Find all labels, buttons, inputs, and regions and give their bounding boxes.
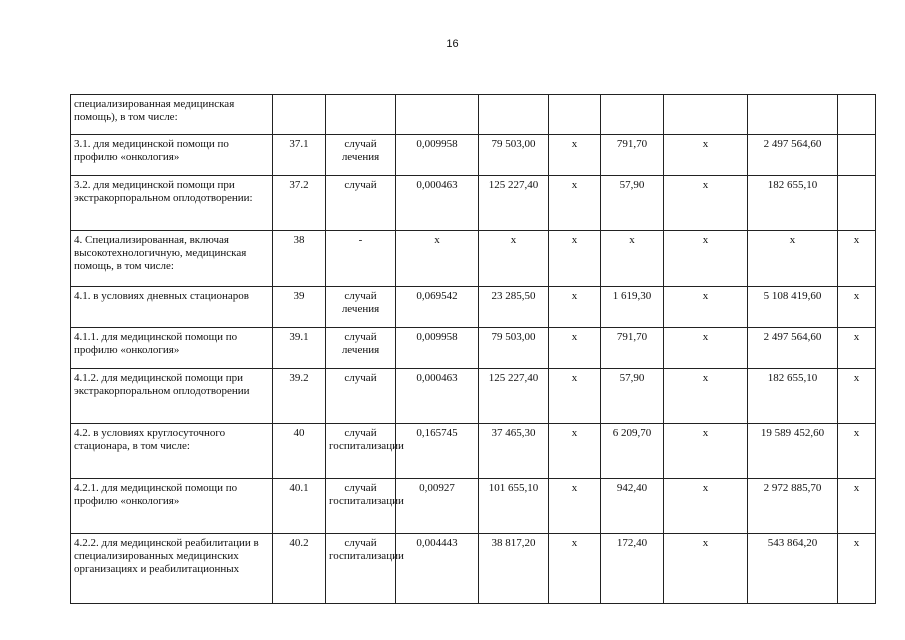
cost-cell: 101 655,10 — [479, 479, 549, 534]
volume-cell — [396, 95, 479, 135]
cost-cell: 79 503,00 — [479, 328, 549, 369]
total-cell: 19 589 452,60 — [748, 424, 838, 479]
table-row — [71, 287, 876, 328]
row-code: 39.1 — [273, 328, 326, 369]
row-label: 4.1. в условиях дневных стационаров — [71, 287, 273, 328]
value-cell — [838, 95, 876, 135]
value-cell: 57,90 — [601, 176, 664, 231]
unit-cell: случай лечения — [326, 135, 396, 176]
cost-cell: 125 227,40 — [479, 176, 549, 231]
value-cell: х — [838, 328, 876, 369]
value-cell: х — [664, 534, 748, 604]
table-row — [71, 176, 876, 231]
value-cell: х — [664, 287, 748, 328]
unit-cell: случай лечения — [326, 287, 396, 328]
row-code: 37.2 — [273, 176, 326, 231]
value-cell: х — [664, 479, 748, 534]
volume-cell: 0,009958 — [396, 328, 479, 369]
value-cell: х — [549, 534, 601, 604]
cost-cell — [479, 95, 549, 135]
row-code: 40.2 — [273, 534, 326, 604]
row-label: 3.1. для медицинской помощи по профилю «онкология» — [71, 135, 273, 176]
table-row — [71, 479, 876, 534]
table-row — [71, 95, 876, 135]
value-cell: х — [664, 135, 748, 176]
row-code: 38 — [273, 231, 326, 287]
table-row — [71, 231, 876, 287]
volume-cell: 0,00927 — [396, 479, 479, 534]
value-cell: 1 619,30 — [601, 287, 664, 328]
cost-cell: 37 465,30 — [479, 424, 549, 479]
row-code: 37.1 — [273, 135, 326, 176]
table-row — [71, 135, 876, 176]
cost-cell: 38 817,20 — [479, 534, 549, 604]
table-row — [71, 369, 876, 424]
value-cell: 6 209,70 — [601, 424, 664, 479]
unit-cell: - — [326, 231, 396, 287]
unit-cell: случай госпитализации — [326, 479, 396, 534]
value-cell: х — [838, 369, 876, 424]
value-cell: х — [664, 424, 748, 479]
data-table — [70, 94, 876, 604]
value-cell: х — [549, 287, 601, 328]
row-code: 40 — [273, 424, 326, 479]
row-label: 3.2. для медицинской помощи при экстракорпоральном оплодотворении: — [71, 176, 273, 231]
row-label: 4.1.1. для медицинской помощи по профилю «онкология» — [71, 328, 273, 369]
value-cell: х — [549, 231, 601, 287]
value-cell — [664, 95, 748, 135]
value-cell — [838, 135, 876, 176]
value-cell: 57,90 — [601, 369, 664, 424]
table-row — [71, 424, 876, 479]
cost-cell: 79 503,00 — [479, 135, 549, 176]
value-cell: 791,70 — [601, 135, 664, 176]
value-cell: х — [838, 231, 876, 287]
unit-cell: случай — [326, 369, 396, 424]
value-cell: 942,40 — [601, 479, 664, 534]
value-cell: х — [549, 424, 601, 479]
cost-cell: х — [479, 231, 549, 287]
row-label: 4.2.1. для медицинской помощи по профилю «онкология» — [71, 479, 273, 534]
total-cell: 543 864,20 — [748, 534, 838, 604]
value-cell: х — [549, 135, 601, 176]
row-label: 4.2. в условиях круглосуточного стационара, в том числе: — [71, 424, 273, 479]
row-code: 39 — [273, 287, 326, 328]
unit-cell — [326, 95, 396, 135]
volume-cell: 0,009958 — [396, 135, 479, 176]
total-cell: 2 497 564,60 — [748, 135, 838, 176]
row-label: 4. Специализированная, включая высокотехнологичную, медицинская помощь, в том числе: — [71, 231, 273, 287]
value-cell: х — [601, 231, 664, 287]
value-cell — [549, 95, 601, 135]
value-cell: х — [549, 369, 601, 424]
total-cell: х — [748, 231, 838, 287]
row-label: 4.2.2. для медицинской реабилитации в специализированных медицинских организациях и реабилитационных — [71, 534, 273, 604]
volume-cell: 0,069542 — [396, 287, 479, 328]
unit-cell: случай госпитализации — [326, 424, 396, 479]
total-cell: 2 972 885,70 — [748, 479, 838, 534]
value-cell: х — [549, 328, 601, 369]
value-cell: х — [664, 176, 748, 231]
volume-cell: х — [396, 231, 479, 287]
value-cell — [838, 176, 876, 231]
value-cell: х — [664, 231, 748, 287]
volume-cell: 0,000463 — [396, 176, 479, 231]
value-cell: х — [838, 479, 876, 534]
value-cell: х — [664, 328, 748, 369]
volume-cell: 0,165745 — [396, 424, 479, 479]
value-cell: 172,40 — [601, 534, 664, 604]
value-cell: х — [664, 369, 748, 424]
unit-cell: случай — [326, 176, 396, 231]
total-cell — [748, 95, 838, 135]
value-cell — [601, 95, 664, 135]
table-row — [71, 328, 876, 369]
total-cell: 5 108 419,60 — [748, 287, 838, 328]
volume-cell: 0,000463 — [396, 369, 479, 424]
row-code: 40.1 — [273, 479, 326, 534]
value-cell: х — [549, 176, 601, 231]
value-cell: х — [549, 479, 601, 534]
value-cell: х — [838, 534, 876, 604]
unit-cell: случай лечения — [326, 328, 396, 369]
value-cell: х — [838, 424, 876, 479]
row-code — [273, 95, 326, 135]
total-cell: 182 655,10 — [748, 176, 838, 231]
cost-cell: 125 227,40 — [479, 369, 549, 424]
value-cell: х — [838, 287, 876, 328]
page-number: 16 — [446, 38, 459, 50]
total-cell: 2 497 564,60 — [748, 328, 838, 369]
volume-cell: 0,004443 — [396, 534, 479, 604]
unit-cell: случай госпитализации — [326, 534, 396, 604]
row-label: 4.1.2. для медицинской помощи при экстракорпоральном оплодотворении — [71, 369, 273, 424]
row-code: 39.2 — [273, 369, 326, 424]
table-row — [71, 534, 876, 604]
cost-cell: 23 285,50 — [479, 287, 549, 328]
value-cell: 791,70 — [601, 328, 664, 369]
total-cell: 182 655,10 — [748, 369, 838, 424]
row-label: специализированная медицинская помощь), в том числе: — [71, 95, 273, 135]
